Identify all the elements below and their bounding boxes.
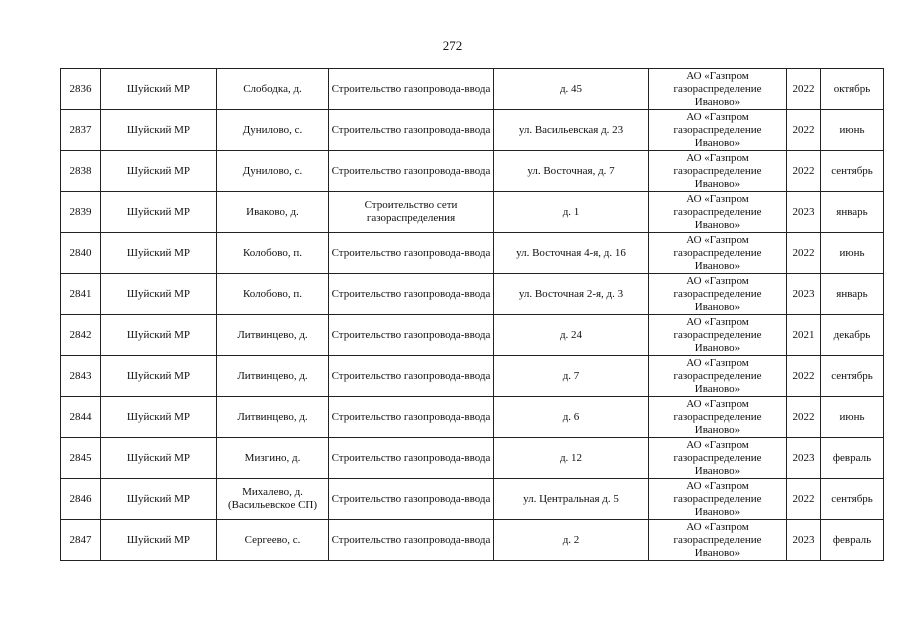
locality-cell: Михалево, д. (Васильевское СП) [217,479,329,520]
district-cell: Шуйский МР [101,397,217,438]
work-type-cell: Строительство газопровода-ввода [329,356,494,397]
locality-cell: Иваково, д. [217,192,329,233]
locality-cell: Колобово, п. [217,274,329,315]
address-cell: д. 1 [494,192,649,233]
table-row [61,274,884,315]
district-cell: Шуйский МР [101,233,217,274]
address-cell: д. 2 [494,520,649,561]
row-number-cell: 2840 [61,233,101,274]
address-cell: ул. Восточная, д. 7 [494,151,649,192]
month-cell: сентябрь [821,151,884,192]
month-cell: февраль [821,438,884,479]
month-cell: сентябрь [821,356,884,397]
row-number-cell: 2836 [61,69,101,110]
organization-cell: АО «Газпром газораспределение Иваново» [649,151,787,192]
address-cell: ул. Васильевская д. 23 [494,110,649,151]
month-cell: февраль [821,520,884,561]
organization-cell: АО «Газпром газораспределение Иваново» [649,397,787,438]
table-row [61,479,884,520]
locality-cell: Дунилово, с. [217,151,329,192]
table-row [61,192,884,233]
table-row [61,356,884,397]
district-cell: Шуйский МР [101,520,217,561]
address-cell: д. 45 [494,69,649,110]
table-row [61,397,884,438]
month-cell: январь [821,192,884,233]
work-type-cell: Строительство газопровода-ввода [329,438,494,479]
work-type-cell: Строительство газопровода-ввода [329,274,494,315]
row-number-cell: 2838 [61,151,101,192]
district-cell: Шуйский МР [101,274,217,315]
year-cell: 2023 [787,192,821,233]
district-cell: Шуйский МР [101,110,217,151]
locality-cell: Мизгино, д. [217,438,329,479]
month-cell: октябрь [821,69,884,110]
year-cell: 2022 [787,479,821,520]
month-cell: июнь [821,233,884,274]
row-number-cell: 2845 [61,438,101,479]
table-row [61,438,884,479]
year-cell: 2022 [787,233,821,274]
organization-cell: АО «Газпром газораспределение Иваново» [649,274,787,315]
table-row [61,151,884,192]
locality-cell: Литвинцево, д. [217,315,329,356]
address-cell: д. 6 [494,397,649,438]
organization-cell: АО «Газпром газораспределение Иваново» [649,192,787,233]
organization-cell: АО «Газпром газораспределение Иваново» [649,479,787,520]
district-cell: Шуйский МР [101,192,217,233]
year-cell: 2022 [787,397,821,438]
table-row [61,233,884,274]
work-type-cell: Строительство сети газораспределения [329,192,494,233]
district-cell: Шуйский МР [101,438,217,479]
address-cell: д. 24 [494,315,649,356]
locality-cell: Литвинцево, д. [217,356,329,397]
district-cell: Шуйский МР [101,315,217,356]
row-number-cell: 2839 [61,192,101,233]
work-type-cell: Строительство газопровода-ввода [329,69,494,110]
year-cell: 2022 [787,69,821,110]
address-cell: ул. Восточная 2-я, д. 3 [494,274,649,315]
month-cell: декабрь [821,315,884,356]
organization-cell: АО «Газпром газораспределение Иваново» [649,315,787,356]
year-cell: 2022 [787,110,821,151]
row-number-cell: 2841 [61,274,101,315]
address-cell: д. 7 [494,356,649,397]
table-row [61,110,884,151]
year-cell: 2022 [787,151,821,192]
row-number-cell: 2844 [61,397,101,438]
row-number-cell: 2847 [61,520,101,561]
work-type-cell: Строительство газопровода-ввода [329,479,494,520]
address-cell: ул. Восточная 4-я, д. 16 [494,233,649,274]
year-cell: 2022 [787,356,821,397]
row-number-cell: 2843 [61,356,101,397]
organization-cell: АО «Газпром газораспределение Иваново» [649,438,787,479]
year-cell: 2023 [787,520,821,561]
table-row [61,520,884,561]
work-type-cell: Строительство газопровода-ввода [329,110,494,151]
locality-cell: Дунилово, с. [217,110,329,151]
month-cell: июнь [821,110,884,151]
address-cell: ул. Центральная д. 5 [494,479,649,520]
locality-cell: Колобово, п. [217,233,329,274]
gasification-table [60,68,884,561]
locality-cell: Литвинцево, д. [217,397,329,438]
work-type-cell: Строительство газопровода-ввода [329,151,494,192]
row-number-cell: 2846 [61,479,101,520]
work-type-cell: Строительство газопровода-ввода [329,233,494,274]
district-cell: Шуйский МР [101,479,217,520]
table-row [61,315,884,356]
locality-cell: Сергеево, с. [217,520,329,561]
organization-cell: АО «Газпром газораспределение Иваново» [649,69,787,110]
locality-cell: Слободка, д. [217,69,329,110]
year-cell: 2023 [787,274,821,315]
district-cell: Шуйский МР [101,356,217,397]
work-type-cell: Строительство газопровода-ввода [329,397,494,438]
year-cell: 2021 [787,315,821,356]
row-number-cell: 2837 [61,110,101,151]
work-type-cell: Строительство газопровода-ввода [329,520,494,561]
organization-cell: АО «Газпром газораспределение Иваново» [649,233,787,274]
month-cell: январь [821,274,884,315]
year-cell: 2023 [787,438,821,479]
work-type-cell: Строительство газопровода-ввода [329,315,494,356]
organization-cell: АО «Газпром газораспределение Иваново» [649,356,787,397]
month-cell: сентябрь [821,479,884,520]
organization-cell: АО «Газпром газораспределение Иваново» [649,110,787,151]
organization-cell: АО «Газпром газораспределение Иваново» [649,520,787,561]
address-cell: д. 12 [494,438,649,479]
district-cell: Шуйский МР [101,151,217,192]
month-cell: июнь [821,397,884,438]
row-number-cell: 2842 [61,315,101,356]
page-number: 272 [442,38,463,53]
district-cell: Шуйский МР [101,69,217,110]
table-body [61,69,884,561]
table-row [61,69,884,110]
